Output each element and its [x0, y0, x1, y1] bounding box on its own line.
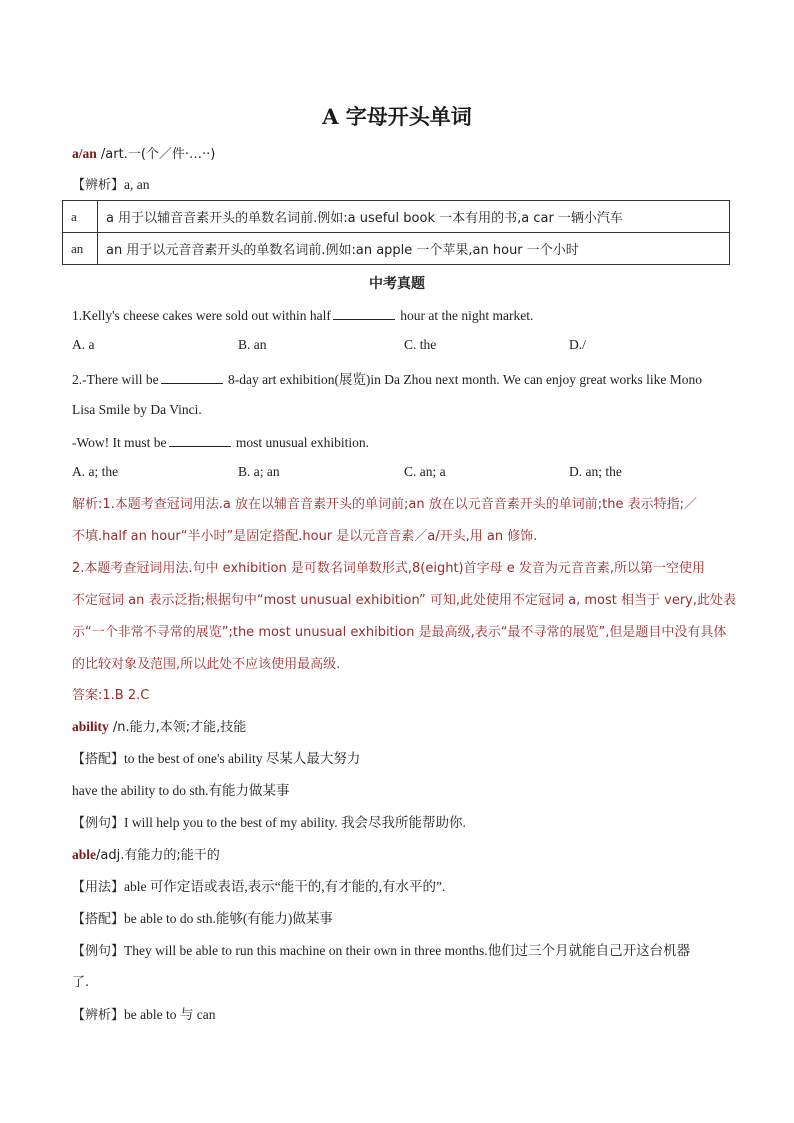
bianxi-line — [72, 1005, 732, 1026]
option: D. an; the — [569, 464, 622, 479]
tag: 【例句】 — [72, 944, 125, 959]
dapei-line-2: have the ability to do sth.有能力做某事 — [72, 783, 290, 798]
entry-ability — [72, 717, 732, 738]
definition: /n.能力,本领;才能,技能 — [108, 720, 247, 735]
tag-text: a, an — [124, 177, 150, 192]
question-2 — [72, 369, 732, 390]
definition: /art.一(个／件·…··) — [96, 147, 216, 162]
analysis-line: 不填.half an hour“半小时”是固定搭配.hour 是以元音音素／a/开头,用 an 修饰. — [72, 529, 538, 544]
tag: 【辨析】 — [72, 1008, 125, 1023]
example-line — [72, 941, 732, 962]
answer-blank — [161, 369, 223, 384]
table-cell-text: a 用于以辅音音素开头的单数名词前.例如:a useful book 一本有用的书,a car 一辆小汽车 — [98, 201, 730, 233]
question-2-reply — [72, 432, 732, 453]
question-text: most unusual exhibition. — [232, 435, 370, 450]
entry-able — [72, 845, 732, 866]
analysis-line: 不定冠词 an 表示泛指;根据句中“most unusual exhibition” 可知,此处使用不定冠词 a, most 相当于 very,此处表 — [72, 593, 736, 608]
headword: ability — [72, 719, 109, 734]
table-cell-key: an — [63, 233, 98, 265]
analysis-line: 解析:1.本题考查冠词用法.a 放在以辅音音素开头的单词前;an 放在以元音音素开头的单词前;the 表示特指;／ — [72, 497, 697, 512]
question-2-cont: Lisa Smile by Da Vinci. — [72, 402, 202, 417]
tag-text: able 可作定语或表语,表示“能干的,有才能的,有水平的”. — [124, 879, 446, 894]
example-line — [72, 813, 732, 834]
question-text: -Wow! It must be — [72, 435, 167, 450]
dapei-line — [72, 909, 732, 930]
table-row — [63, 233, 730, 265]
tag-text: They will be able to run this machine on their own in three months.他们过三个月就能自己开这台机器 — [124, 943, 691, 958]
question-text: 8-day art exhibition(展览)in Da Zhou next month. We can enjoy great works like Mono — [224, 372, 703, 387]
option: B. a; an — [238, 464, 280, 479]
bianxi-line — [72, 175, 732, 196]
option: B. an — [238, 337, 267, 352]
definition: /adj.有能力的;能干的 — [96, 848, 220, 863]
entry-a-an — [72, 144, 732, 165]
answer-line: 答案:1.B 2.C — [72, 688, 150, 703]
answer-blank — [333, 305, 395, 320]
option: A. a; the — [72, 464, 119, 479]
question-1 — [72, 305, 732, 326]
table-row — [63, 201, 730, 233]
option: C. the — [404, 337, 437, 352]
table-cell-text: an 用于以元音音素开头的单数名词前.例如:an apple 一个苹果,an hour 一个小时 — [98, 233, 730, 265]
tag: 【用法】 — [72, 880, 125, 895]
tag-text: be able to 与 can — [124, 1007, 216, 1022]
analysis-line: 的比较对象及范围,所以此处不应该使用最高级. — [72, 657, 341, 672]
question-text: hour at the night market. — [396, 308, 534, 323]
tag: 【例句】 — [72, 816, 125, 831]
tag: 【搭配】 — [72, 752, 125, 767]
usage-line — [72, 877, 732, 898]
question-2-options — [72, 464, 732, 484]
example-line-cont: 了. — [72, 975, 90, 990]
question-text: 2.-There will be — [72, 372, 159, 387]
tag-text: I will help you to the best of my ability. 我会尽我所能帮助你. — [124, 815, 466, 830]
headword: able — [72, 847, 97, 862]
tag-text: to the best of one's ability 尽某人最大努力 — [124, 751, 361, 766]
option: A. a — [72, 337, 95, 352]
table-cell-key: a — [63, 201, 98, 233]
dapei-line — [72, 749, 732, 770]
tag: 【搭配】 — [72, 912, 125, 927]
analysis-line: 示“一个非常不寻常的展览”;the most unusual exhibition 是最高级,表示“最不寻常的展览”,但是题目中没有具体 — [72, 625, 727, 640]
tag-text: be able to do sth.能够(有能力)做某事 — [124, 911, 333, 926]
page-title: A 字母开头单词 — [322, 104, 472, 129]
tag: 【辨析】 — [72, 178, 125, 193]
analysis-line: 2.本题考查冠词用法.句中 exhibition 是可数名词单数形式,8(eight)首字母 e 发音为元音音素,所以第一空使用 — [72, 561, 706, 576]
answer-blank — [169, 432, 231, 447]
option: D./ — [569, 337, 586, 352]
option: C. an; a — [404, 464, 446, 479]
comparison-table — [62, 200, 730, 265]
question-1-options — [72, 337, 732, 357]
section-heading: 中考真题 — [369, 276, 425, 292]
question-text: 1.Kelly's cheese cakes were sold out within half — [72, 308, 331, 323]
headword: a/an — [72, 146, 97, 161]
